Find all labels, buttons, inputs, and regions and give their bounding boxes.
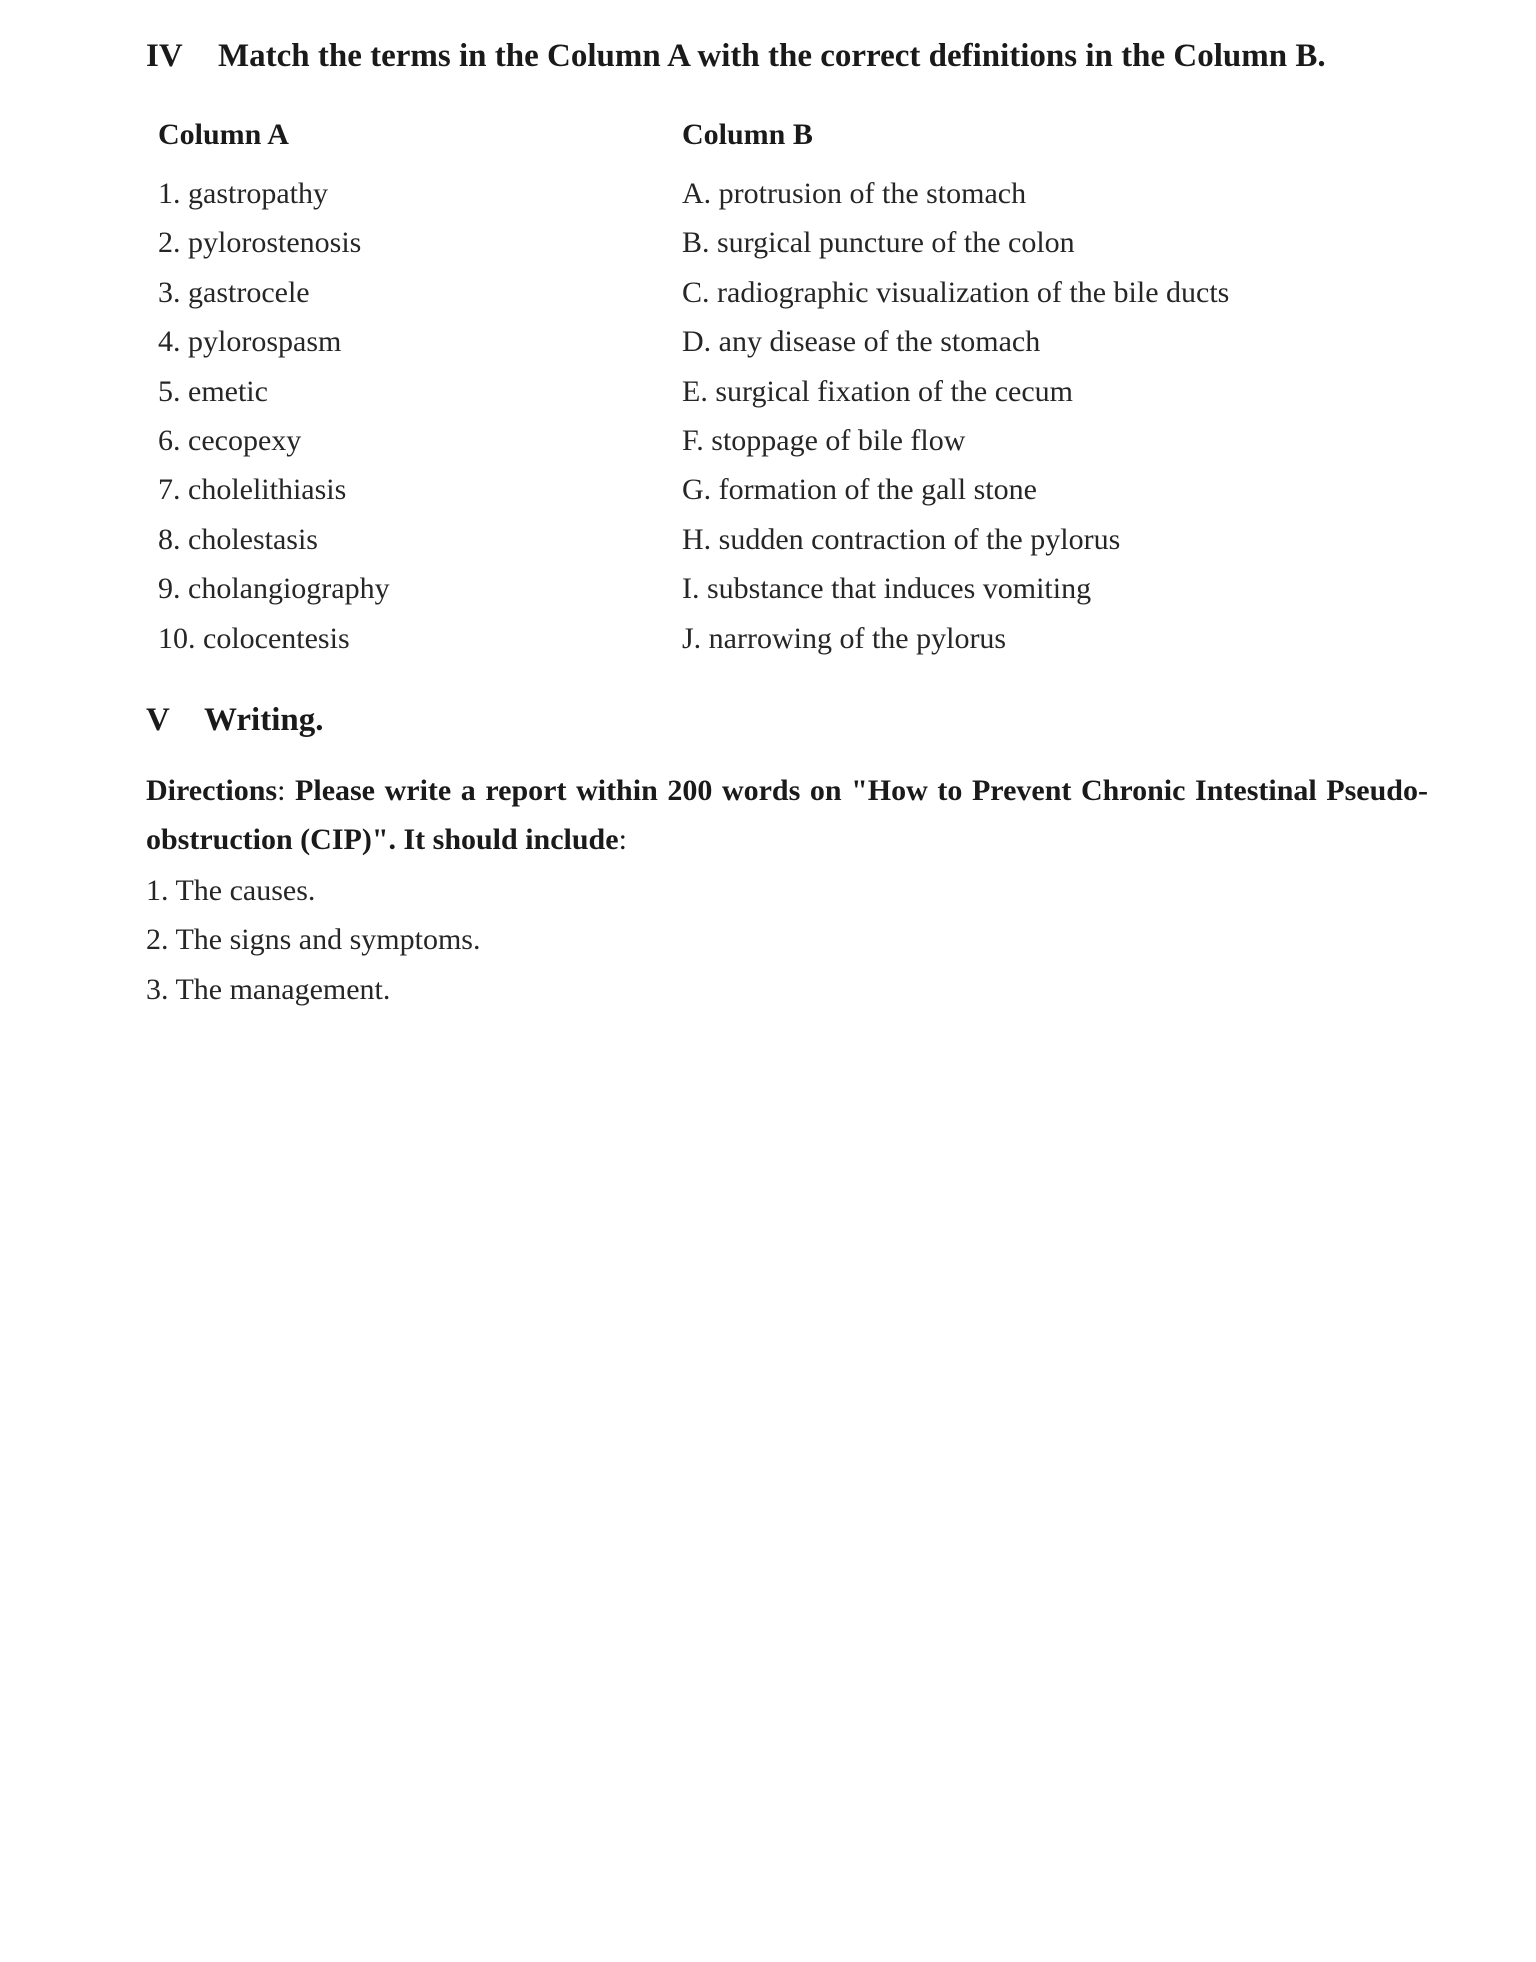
column-b-item: D. any disease of the stomach	[682, 325, 1041, 359]
column-b-item: B. surgical puncture of the colon	[682, 226, 1075, 260]
column-a	[158, 120, 390, 663]
column-b-item: C. radiographic visualization of the bile ducts	[682, 275, 1230, 309]
directions-text: Please write a report within 200 words on "How to Prevent Chronic Intestinal Pseudo-obstruction (CIP)". It should include	[146, 774, 1428, 856]
column-a-item: 1. gastropathy	[158, 177, 328, 210]
requirement-item: 2. The signs and symptoms.	[146, 923, 481, 957]
column-b-item: J. narrowing of the pylorus	[682, 621, 1007, 655]
column-a-item: 4. pylorospasm	[158, 325, 342, 359]
column-a-item: 3. gastrocele	[158, 275, 310, 309]
column-b-item: E. surgical fixation of the cecum	[682, 374, 1073, 408]
column-a-item: 8. cholestasis	[158, 522, 318, 556]
column-b-item: A. protrusion of the stomach	[682, 177, 1027, 210]
column-b-item: G. formation of the gall stone	[682, 473, 1037, 507]
column-b-list	[682, 169, 1229, 663]
column-b-item: I. substance that induces vomiting	[682, 572, 1092, 606]
section-v-title: Writing.	[204, 702, 324, 738]
column-b-header: Column B	[682, 118, 813, 151]
column-a-item: 10. colocentesis	[158, 621, 350, 655]
column-a-header: Column A	[158, 118, 289, 151]
section-iv-title: Match the terms in the Column A with the correct definitions in the Column B.	[218, 38, 1326, 74]
column-a-item: 9. cholangiography	[158, 572, 390, 606]
column-a-list	[158, 169, 390, 663]
column-b	[682, 120, 1229, 663]
directions-label: Directions	[146, 774, 278, 807]
section-iv-heading	[146, 40, 1326, 73]
requirement-item: 1. The causes.	[146, 874, 316, 907]
column-a-item: 2. pylorostenosis	[158, 226, 362, 260]
writing-directions	[146, 766, 1428, 864]
column-b-item: F. stoppage of bile flow	[682, 423, 966, 457]
requirement-item: 3. The management.	[146, 972, 391, 1006]
directions-colon: :	[277, 774, 286, 807]
section-iv-number: IV	[146, 38, 183, 74]
column-a-item: 6. cecopexy	[158, 423, 302, 457]
column-a-item: 7. cholelithiasis	[158, 473, 347, 507]
column-a-item: 5. emetic	[158, 374, 268, 408]
section-v-heading	[146, 704, 323, 737]
column-b-item: H. sudden contraction of the pylorus	[682, 522, 1121, 556]
report-requirements-list	[146, 866, 480, 1014]
directions-end-colon: :	[618, 823, 627, 856]
section-v-number: V	[146, 702, 170, 738]
